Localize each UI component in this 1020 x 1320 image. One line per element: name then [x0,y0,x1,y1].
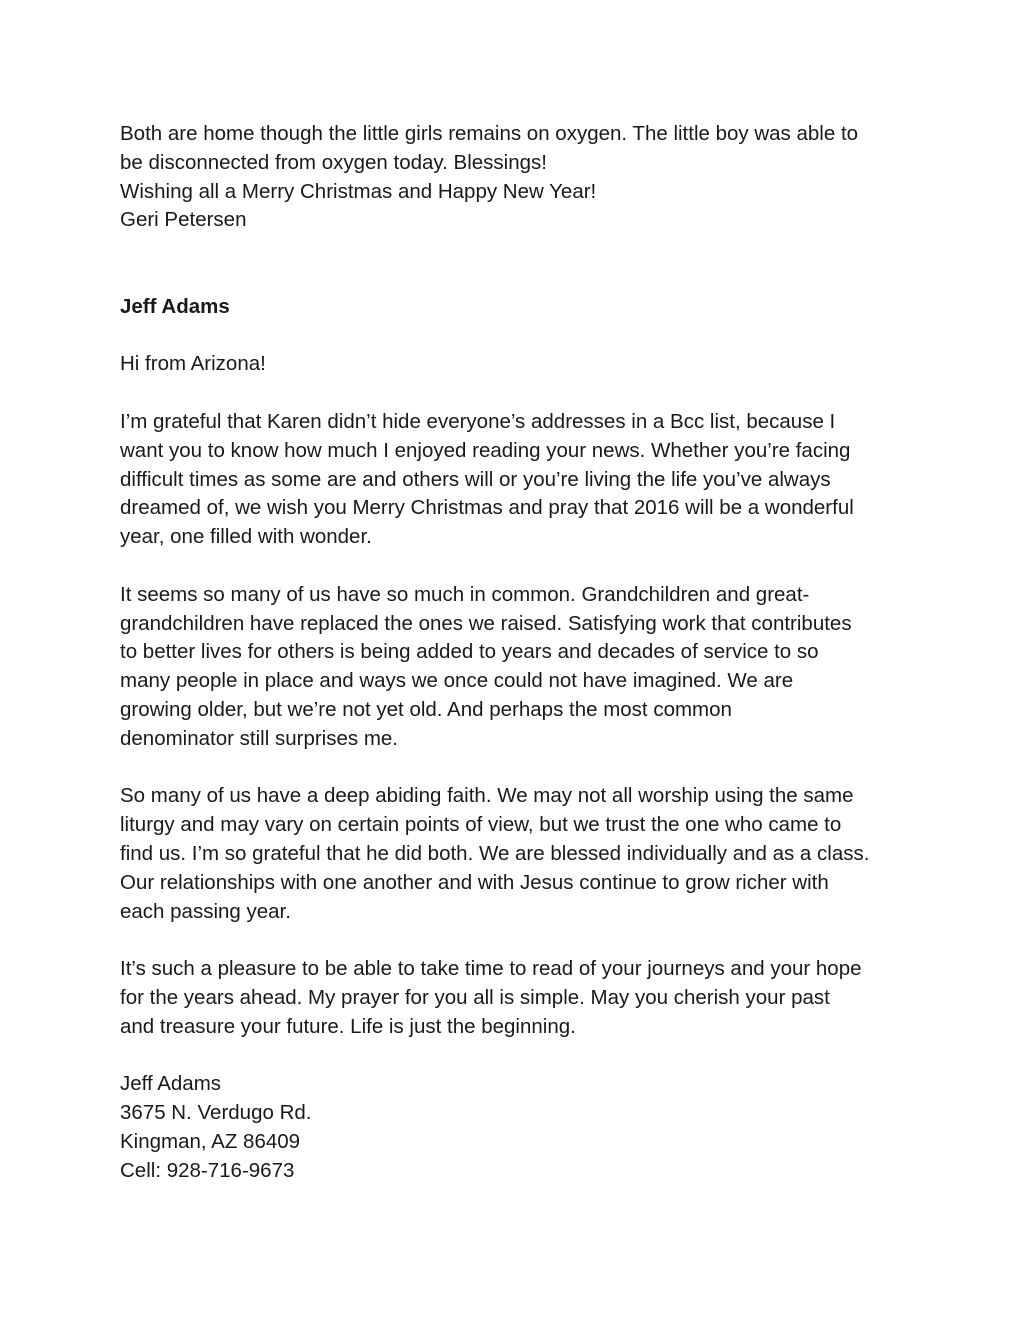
paragraph-line: want you to know how much I enjoyed reading your news. Whether you’re facing [120,438,851,462]
paragraph-2 [120,581,910,754]
paragraph-line: Our relationships with one another and with Jesus continue to grow richer with [120,870,829,894]
paragraph-line: and treasure your future. Life is just the beginning. [120,1014,576,1038]
paragraph-line: grandchildren have replaced the ones we raised. Satisfying work that contributes [120,611,852,635]
intro-line: be disconnected from oxygen today. Blessings! [120,150,547,174]
section-heading: Jeff Adams [120,294,230,318]
signature-street: 3675 N. Verdugo Rd. [120,1101,312,1125]
intro-signature: Geri Petersen [120,208,247,232]
intro-line: Wishing all a Merry Christmas and Happy New Year! [120,179,597,203]
paragraph-line: denominator still surprises me. [120,726,398,750]
signature-block [120,1070,910,1185]
paragraph-3 [120,782,910,926]
paragraph-line: for the years ahead. My prayer for you all is simple. May you cherish your past [120,985,830,1009]
signature-cell: Cell: 928-716-9673 [120,1158,295,1182]
intro-block [120,120,910,235]
paragraph-line: liturgy and may vary on certain points of view, but we trust the one who came to [120,813,842,837]
signature-city: Kingman, AZ 86409 [120,1129,301,1153]
paragraph-line: difficult times as some are and others will or you’re living the life you’ve always [120,467,831,491]
paragraph-line: So many of us have a deep abiding faith. We may not all worship using the same [120,784,854,808]
paragraph-line: It’s such a pleasure to be able to take time to read of your journeys and your hope [120,957,862,981]
greeting: Hi from Arizona! [120,352,266,376]
paragraph-line: to better lives for others is being added to years and decades of service to so [120,640,819,664]
intro-line: Both are home though the little girls remains on oxygen. The little boy was able to [120,122,859,145]
paragraph-line: each passing year. [120,899,291,923]
paragraph-line: It seems so many of us have so much in common. Grandchildren and great- [120,582,810,606]
paragraph-line: growing older, but we’re not yet old. And perhaps the most common [120,697,732,721]
paragraph-line: year, one filled with wonder. [120,525,372,549]
document-page [120,120,910,1185]
paragraph-line: find us. I’m so grateful that he did both. We are blessed individually and as a class. [120,841,870,865]
paragraph-line: many people in place and ways we once could not have imagined. We are [120,669,794,693]
paragraph-4 [120,955,910,1041]
paragraph-1 [120,408,910,552]
paragraph-line: dreamed of, we wish you Merry Christmas and pray that 2016 will be a wonderful [120,496,854,520]
paragraph-line: I’m grateful that Karen didn’t hide everyone’s addresses in a Bcc list, because I [120,409,836,433]
signature-name: Jeff Adams [120,1072,222,1096]
